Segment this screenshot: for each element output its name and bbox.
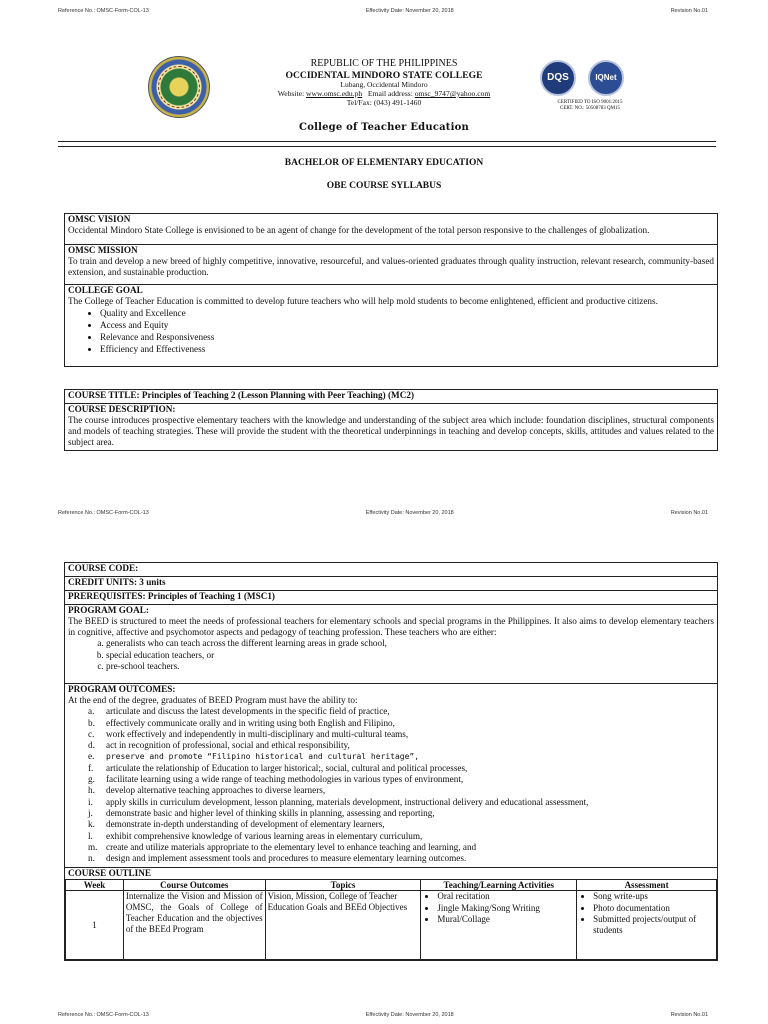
institution-address: Lubang, Occidental Mindoro bbox=[340, 80, 428, 90]
website-link[interactable]: www.omsc.edu.ph bbox=[305, 88, 363, 98]
credit-units-section bbox=[65, 576, 717, 590]
mission-text: To train and develop a new breed of highly competitive, innovative, resourceful, and values-oriented graduates through quality instruction, relevant research, community-based extension, and sustainable production. bbox=[68, 256, 714, 278]
program-outcomes-list bbox=[68, 706, 714, 864]
list-item: a. articulate and discuss the latest developments in the specific field of practice, bbox=[88, 706, 390, 717]
list-item: • Song write-ups bbox=[593, 891, 714, 902]
list-item: g. facilitate learning using a wide range of teaching methodologies in various types of environment, bbox=[88, 774, 464, 785]
list-item: • Efficiency and Effectiveness bbox=[100, 344, 714, 355]
document-title: OBE COURSE SYLLABUS bbox=[326, 181, 442, 191]
vmg-box bbox=[64, 213, 718, 367]
list-item: i. apply skills in curriculum development, lesson planning, materials development, instructional delivery and educational assessment, bbox=[88, 796, 589, 807]
country-name: REPUBLIC OF THE PHILIPPINES bbox=[310, 58, 458, 69]
table-row bbox=[66, 891, 717, 960]
column-header: Assessment bbox=[577, 879, 717, 891]
college-goal-section bbox=[65, 284, 717, 366]
list-item: j. demonstrate basic and higher level of thinking skills in planning, assessing and reporting, bbox=[88, 808, 435, 818]
list-item: c. pre-school teachers. bbox=[106, 661, 714, 672]
list-item: b. special education teachers, or bbox=[106, 650, 714, 661]
course-details-box bbox=[64, 562, 718, 961]
list-item: c. work effectively and independently in multi-disciplinary and multi-cultural teams, bbox=[88, 728, 409, 739]
list-item: • Jingle Making/Song Writing bbox=[437, 903, 574, 914]
college-goal-list bbox=[68, 308, 714, 355]
activities-cell bbox=[421, 891, 577, 960]
course-code-section bbox=[65, 563, 717, 576]
program-outcomes-section bbox=[65, 683, 717, 866]
list-item: l. exhibit comprehensive knowledge of various learning areas in elementary curriculum, bbox=[88, 830, 423, 841]
course-description-heading: COURSE DESCRIPTION: bbox=[68, 404, 176, 415]
topics-cell: Vision, Mission, College of Teacher Education Goals and BEEd Objectives bbox=[265, 891, 421, 960]
list-item: b. effectively communicate orally and in writing using both English and Filipino, bbox=[88, 717, 395, 728]
prerequisites: PREREQUISITES: Principles of Teaching 1 (MSC1) bbox=[68, 591, 275, 602]
program-outcomes-heading: PROGRAM OUTCOMES: bbox=[68, 684, 176, 695]
list-item: • Access and Equity bbox=[100, 320, 714, 331]
course-description-section bbox=[65, 403, 717, 450]
vision-section bbox=[65, 214, 717, 238]
table-header-row bbox=[66, 879, 717, 891]
list-item: e. preserve and promote “Filipino historical and cultural heritage”, bbox=[88, 751, 420, 762]
outcomes-cell: Internalize the Vision and Mission of OMSC, the Goals of College of Teacher Education and the objectives of the BEEd Program bbox=[123, 891, 265, 960]
list-item: • Quality and Excellence bbox=[100, 308, 714, 319]
list-item: • Relevance and Responsiveness bbox=[100, 332, 714, 343]
iqnet-logo-icon: IQNet bbox=[588, 60, 624, 96]
header-rule bbox=[58, 141, 716, 142]
list-item: f. articulate the relationship of Education to larger historical;, social, cultural and political processes, bbox=[88, 762, 468, 773]
telfax: Tel/Fax: (043) 491-1460 bbox=[346, 97, 422, 107]
college-goal-text: The College of Teacher Education is committed to develop future teachers who will help mold students to become enlightened, efficient and productive citizens. bbox=[68, 296, 658, 307]
page-header-3: Reference No.: OMSC-Form-COL-13 Effectivity Date: November 20, 2018 Revision No.01 bbox=[58, 1012, 708, 1018]
list-item: d. act in recognition of professional, social and ethical responsibility, bbox=[88, 740, 350, 751]
list-item: • Photo documentation bbox=[593, 903, 714, 914]
list-item: • Mural/Collage bbox=[437, 914, 574, 925]
list-item: • Submitted projects/output of students bbox=[593, 914, 714, 937]
column-header: Week bbox=[66, 879, 124, 891]
program-title: BACHELOR OF ELEMENTARY EDUCATION bbox=[284, 158, 484, 168]
course-title-section bbox=[65, 390, 717, 403]
list-item: m. create and utilize materials appropriate to the elementary level to enhance teaching and learning, and bbox=[88, 841, 477, 852]
mission-heading: OMSC MISSION bbox=[68, 245, 138, 256]
credit-units: CREDIT UNITS: 3 units bbox=[68, 577, 166, 588]
seal-ring bbox=[158, 66, 200, 108]
course-title-box bbox=[64, 389, 718, 451]
program-goal-section bbox=[65, 604, 717, 683]
course-outline-table bbox=[65, 879, 717, 961]
course-outline-heading: COURSE OUTLINE bbox=[68, 867, 151, 878]
reference-no: Reference No.: OMSC-Form-COL-13 bbox=[58, 8, 149, 14]
list-item: • Oral recitation bbox=[437, 891, 574, 902]
effectivity-date: Effectivity Date: November 20, 2018 bbox=[365, 8, 454, 14]
institution-name: OCCIDENTAL MINDORO STATE COLLEGE bbox=[285, 69, 483, 81]
assessment-cell bbox=[577, 891, 717, 960]
header-rule-2 bbox=[58, 146, 716, 147]
college-goal-heading: COLLEGE GOAL bbox=[68, 285, 143, 296]
email-link[interactable]: omsc_9747@yahoo.com bbox=[414, 88, 491, 98]
mission-section bbox=[65, 244, 717, 280]
program-goal-list bbox=[68, 638, 714, 672]
course-outline-section bbox=[65, 867, 717, 879]
list-item: a. generalists who can teach across the different learning areas in grade school, bbox=[106, 638, 714, 649]
certification-text: CERTIFIED TO ISO 9001:2015 CERT. NO.: 50508783 QM15 bbox=[557, 100, 623, 111]
prerequisites-section bbox=[65, 590, 717, 604]
program-goal-heading: PROGRAM GOAL: bbox=[68, 605, 149, 616]
page-header-2: Reference No.: OMSC-Form-COL-13 Effectivity Date: November 20, 2018 Revision No.01 bbox=[58, 510, 708, 516]
vision-heading: OMSC VISION bbox=[68, 214, 131, 224]
certification-logos bbox=[540, 60, 640, 96]
column-header: Course Outcomes bbox=[123, 879, 265, 891]
vision-text: Occidental Mindoro State College is envisioned to be an agent of change for the development of the total person responsive to the challenges of globalization. bbox=[68, 225, 650, 236]
program-outcomes-intro: At the end of the degree, graduates of BEED Program must have the ability to: bbox=[68, 695, 358, 706]
list-item: n. design and implement assessment tools and procedures to measure elementary learning outcomes. bbox=[88, 853, 467, 864]
course-description-text: The course introduces prospective elementary teachers with the knowledge and understanding of the subject area which include: foundation disciplines, structural components and models of teaching strategies. These will provide the student with the theoretical underpinnings in teaching and develop concepts, skills, attitudes and values related to the subject area. bbox=[68, 415, 714, 448]
contact-line: Website: www.omsc.edu.ph Email address: omsc_9747@yahoo.com bbox=[277, 88, 491, 98]
list-item: k. demonstrate in-depth understanding of development of elementary learners, bbox=[88, 819, 385, 830]
column-header: Topics bbox=[265, 879, 421, 891]
course-code: COURSE CODE: bbox=[68, 563, 139, 573]
college-name: College of Teacher Education bbox=[299, 122, 469, 133]
list-item: h. develop alternative teaching approaches to diverse learners, bbox=[88, 785, 326, 796]
institution-header bbox=[240, 58, 528, 108]
course-title: COURSE TITLE: Principles of Teaching 2 (Lesson Planning with Peer Teaching) (MC2) bbox=[68, 390, 415, 400]
revision-no: Revision No.01 bbox=[670, 8, 708, 14]
dqs-logo-icon: DQS bbox=[540, 60, 576, 96]
page-header bbox=[58, 8, 708, 15]
program-goal-text: The BEED is structured to meet the needs of professional teachers for elementary schools and special programs in the Philippines. It also aims to develop elementary teachers in cognitive, affective and psychomotor aspects and pedagogy of teaching profession. These teachers who are either: bbox=[68, 616, 714, 638]
week-cell: 1 bbox=[66, 891, 124, 960]
column-header: Teaching/Learning Activities bbox=[421, 879, 577, 891]
